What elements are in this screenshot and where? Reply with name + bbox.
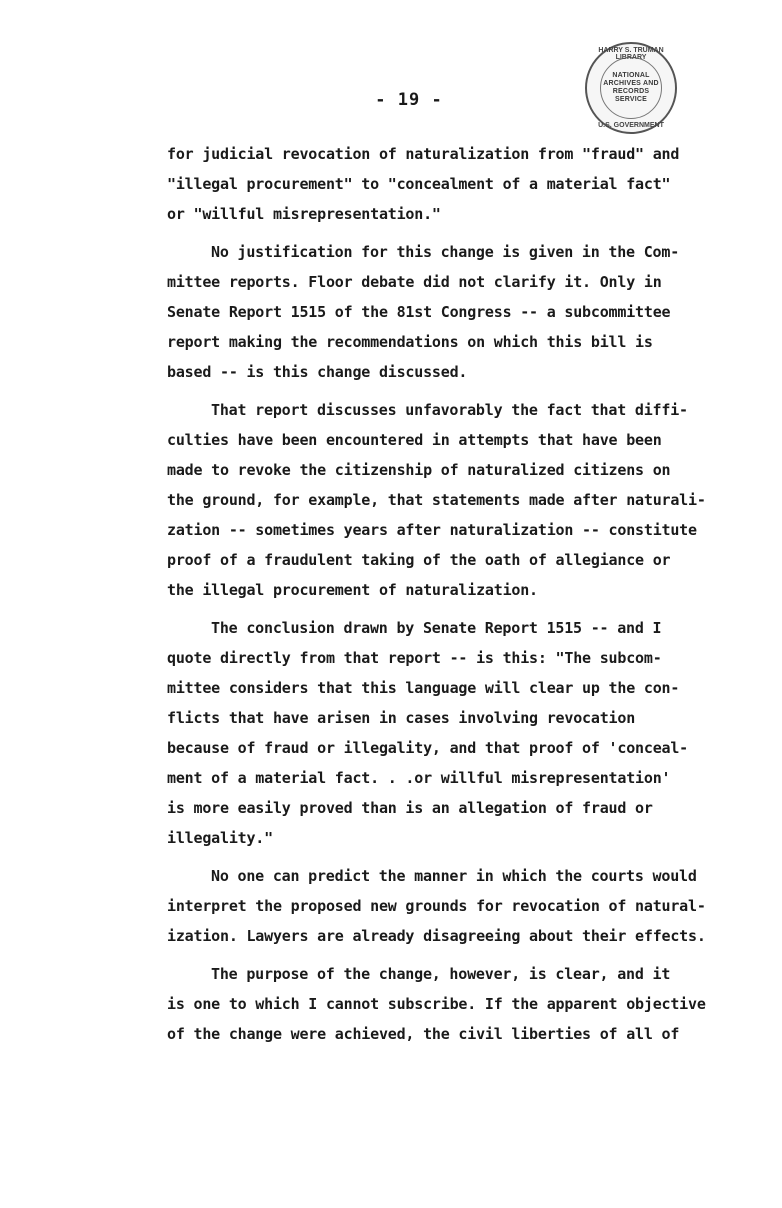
stamp-line: RECORDS xyxy=(612,88,650,95)
text-line: zation -- sometimes years after naturalization -- constitute xyxy=(167,521,697,539)
text-line: based -- is this change discussed. xyxy=(167,363,468,381)
text-line: No justification for this change is given in the Com- xyxy=(211,243,680,261)
paragraph-gap xyxy=(167,387,687,395)
text-line: quote directly from that report -- is this: "The subcom- xyxy=(167,649,662,667)
text-line: Senate Report 1515 of the 81st Congress -- a subcommittee xyxy=(167,303,671,321)
text-line: No one can predict the manner in which the courts would xyxy=(211,867,697,885)
text-line: for judicial revocation of naturalization from "fraud" and xyxy=(167,145,680,163)
text-line: "illegal procurement" to "concealment of a material fact" xyxy=(167,175,671,193)
text-line: report making the recommendations on which this bill is xyxy=(167,333,653,351)
text-line: culties have been encountered in attempts that have been xyxy=(167,431,662,449)
text-line: interpret the proposed new grounds for revocation of natural- xyxy=(167,897,706,915)
text-line: That report discusses unfavorably the fact that diffi- xyxy=(211,401,688,419)
body-text xyxy=(167,139,706,1049)
paragraph-gap xyxy=(167,951,687,959)
text-line: of the change were achieved, the civil liberties of all of xyxy=(167,1025,680,1043)
text-line: is more easily proved than is an allegation of fraud or xyxy=(167,799,653,817)
stamp-ring-bottom-text: U.S. GOVERNMENT xyxy=(598,122,664,129)
text-line: is one to which I cannot subscribe. If the apparent objective xyxy=(167,995,706,1013)
archives-stamp xyxy=(585,42,677,134)
paragraph-gap xyxy=(167,853,687,861)
text-line: because of fraud or illegality, and that proof of 'conceal- xyxy=(167,739,689,757)
text-line: made to revoke the citizenship of naturalized citizens on xyxy=(167,461,671,479)
paragraph-gap xyxy=(167,605,687,613)
text-line: proof of a fraudulent taking of the oath of allegiance or xyxy=(167,551,671,569)
text-line: or "willful misrepresentation." xyxy=(167,205,441,223)
text-line: illegality." xyxy=(167,829,273,847)
text-line: ment of a material fact. . .or willful misrepresentation' xyxy=(167,769,671,787)
text-line: ization. Lawyers are already disagreeing about their effects. xyxy=(167,927,706,945)
text-line: mittee considers that this language will clear up the con- xyxy=(167,679,680,697)
paragraph-gap xyxy=(167,229,687,237)
text-line: flicts that have arisen in cases involving revocation xyxy=(167,709,636,727)
text-line: the ground, for example, that statements made after naturali- xyxy=(167,491,706,509)
text-line: The conclusion drawn by Senate Report 1515 -- and I xyxy=(211,619,662,637)
stamp-line: ARCHIVES AND xyxy=(603,80,659,87)
stamp-ring-top-text: HARRY S. TRUMAN LIBRARY xyxy=(598,47,664,61)
text-line: The purpose of the change, however, is clear, and it xyxy=(211,965,671,983)
text-line: mittee reports. Floor debate did not clarify it. Only in xyxy=(167,273,662,291)
stamp-line: NATIONAL xyxy=(612,72,650,79)
stamp-line: SERVICE xyxy=(614,96,647,103)
text-line: the illegal procurement of naturalization. xyxy=(167,581,538,599)
page-number: - 19 - xyxy=(375,90,443,110)
